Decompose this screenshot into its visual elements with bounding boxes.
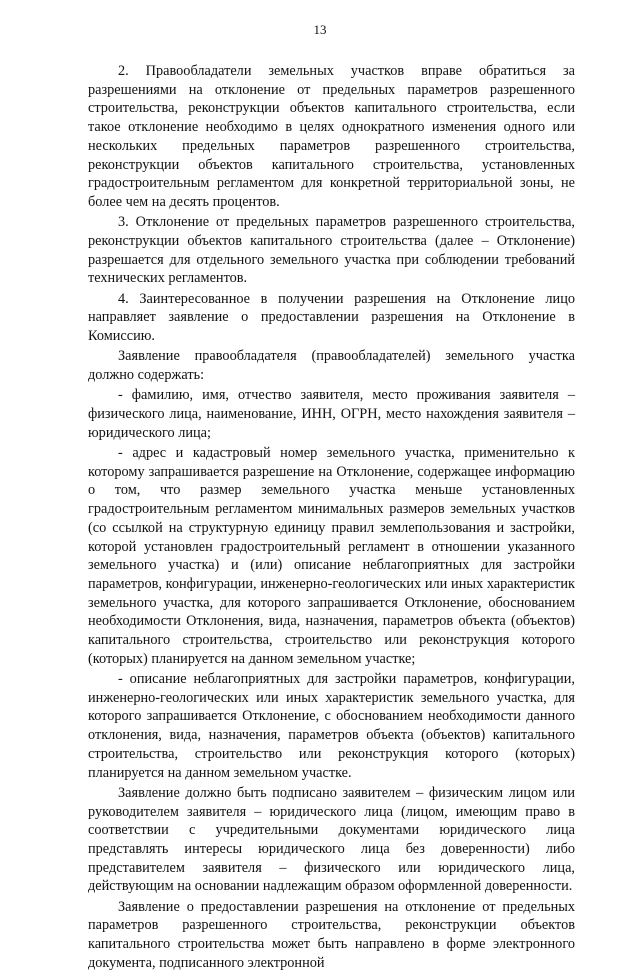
- page-number: 13: [313, 22, 327, 37]
- paragraph-signature: Заявление должно быть подписано заявителем – физическим лицом или руководителем заявителя – юридического лица (лицом, имеющим право в соответствии с учредительными документами юридического лица представлять интересы юридического лица без доверенности) либо представителем заявителя – физического или юридического лица, действующим на основании надлежащим образом оформленной доверенности.: [88, 784, 575, 895]
- paragraph-application-contents: Заявление правообладателя (правообладателей) земельного участка должно содержать:: [88, 348, 575, 384]
- paragraph-4: 4. Заинтересованное в получении разрешения на Отклонение лицо направляет заявление о предоставлении разрешения на Отклонение в Комиссию.: [88, 290, 575, 345]
- paragraph-electronic-submission: Заявление о предоставлении разрешения на отклонение от предельных параметров разрешенного строительства, реконструкции объектов капитального строительства может быть направлено в форме электронного документа, подписанного электронной: [88, 898, 575, 971]
- list-item-address-cadastral: - адрес и кадастровый номер земельного участка, применительно к которому запрашивается разрешение на Отклонение, содержащее информацию о том, что размер земельного участка меньше установленных градостроительным регламентом минимальных размеров земельных участков (со ссылкой на структурную единицу правил землепользования и застройки, которой установлен градостроительный регламент в отношении указанного земельного участка) и (или) описание неблагоприятных для застройки параметров, конфигурации, инженерно-геологических или иных характеристик земельного участка, для которого запрашивается Отклонение, обоснованием необходимости Отклонения, вида, назначения, параметров объекта (объектов) капитального строительства, строительство или реконструкция которого (которых) планируется на данном земельном участке;: [88, 445, 575, 667]
- document-body: [88, 62, 575, 974]
- paragraph-2: 2. Правообладатели земельных участков вправе обратиться за разрешениями на отклонение от предельных параметров разрешенного строительства, реконструкции объектов капитального строительства, если такое отклонение необходимо в целях однократного изменения одного или нескольких предельных параметров разрешенного строительства, реконструкции объектов капитального строительства, установленных градостроительным регламентом для конкретной территориальной зоны, не более чем на десять процентов.: [88, 63, 575, 210]
- paragraph-3: 3. Отклонение от предельных параметров разрешенного строительства, реконструкции объектов капитального строительства (далее – Отклонение) разрешается для отдельного земельного участка при соблюдении требований технических регламентов.: [88, 214, 575, 287]
- list-item-unfavorable-parameters: - описание неблагоприятных для застройки параметров, конфигурации, инженерно-геологических или иных характеристик земельного участка, для которого запрашивается Отклонение, с обоснованием необходимости данного отклонения, вида, назначения, параметров объекта (объектов) капитального строительства, строительство или реконструкция которого (которых) планируется на данном земельном участке.: [88, 671, 575, 781]
- list-item-applicant-name: - фамилию, имя, отчество заявителя, место проживания заявителя – физического лица, наименование, ИНН, ОГРН, место нахождения заявителя – юридического лица;: [88, 387, 575, 441]
